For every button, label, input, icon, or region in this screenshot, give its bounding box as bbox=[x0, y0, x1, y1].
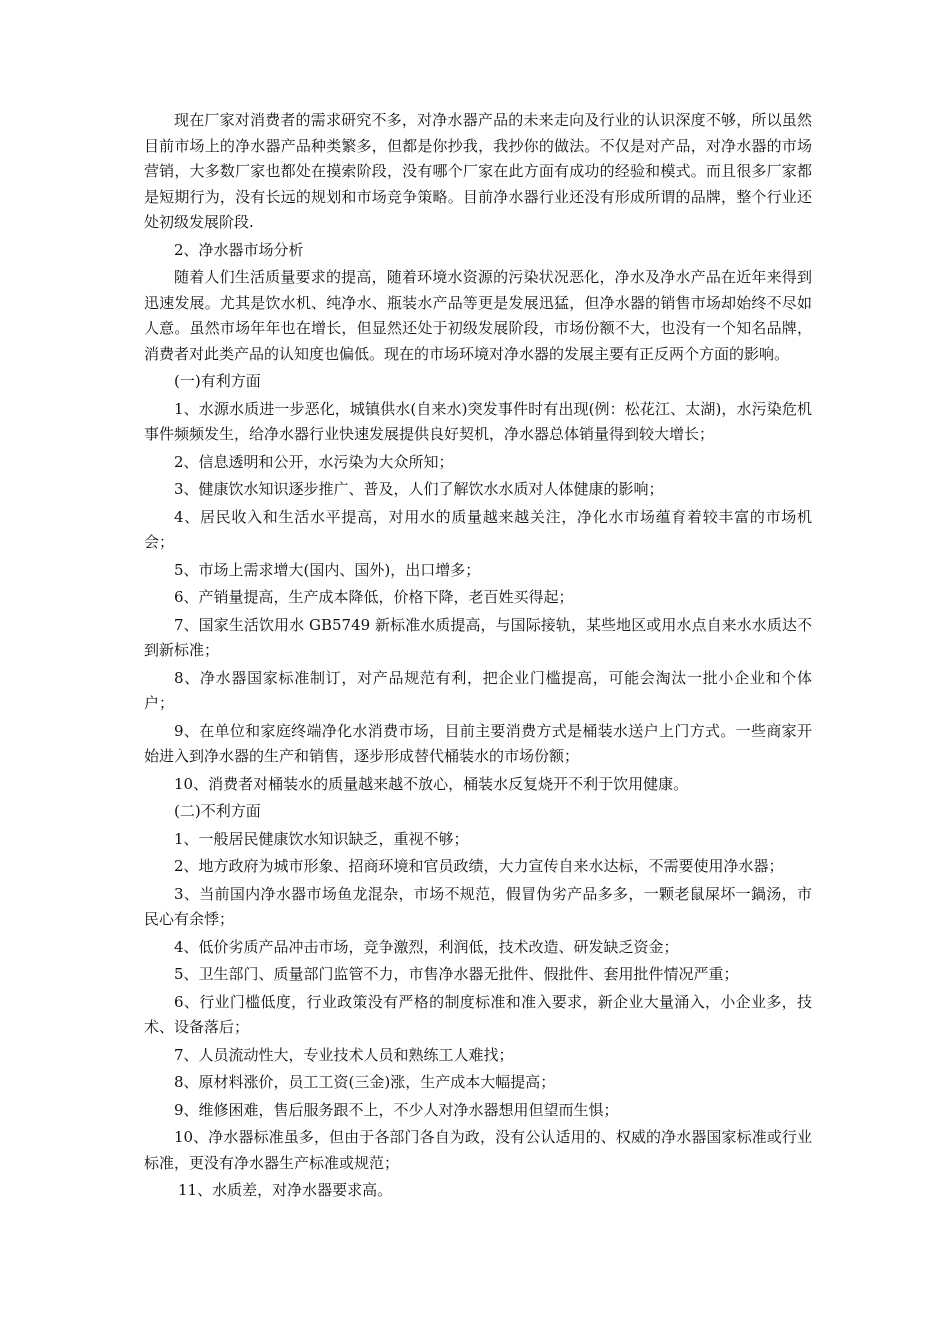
intro-paragraph: 现在厂家对消费者的需求研究不多，对净水器产品的未来走向及行业的认识深度不够，所以虽然目前市场上的净水器产品种类繁多，但都是你抄我，我抄你的做法。不仅是对产品，对净水器的市场营销，大多数厂家也都处在摸索阶段，没有哪个厂家在此方面有成功的经验和模式。而且很多厂家都是短期行为，没有长远的规划和市场竞争策略。目前净水器行业还没有形成所谓的品牌，整个行业还处初级发展阶段. bbox=[144, 111, 812, 231]
favorable-item: 9、在单位和家庭终端净化水消费市场，目前主要消费方式是桶装水送户上门方式。一些商家开始进入到净水器的生产和销售，逐步形成替代桶装水的市场份额； bbox=[144, 721, 812, 765]
favorable-item: 3、健康饮水知识逐步推广、普及，人们了解饮水水质对人体健康的影响； bbox=[174, 480, 664, 498]
favorable-item: 7、国家生活饮用水 GB5749 新标准水质提高，与国际接轨，某些地区或用水点自来水水质达不到新标准； bbox=[144, 615, 812, 659]
favorable-item: 8、净水器国家标准制订，对产品规范有利，把企业门槛提高，可能会淘汰一批小企业和个体户； bbox=[144, 668, 812, 712]
unfavorable-item: 6、行业门槛低度，行业政策没有严格的制度标准和准入要求，新企业大量涌入，小企业多，技术、设备落后； bbox=[144, 992, 812, 1036]
section-heading-market-analysis: 2、净水器市场分析 bbox=[174, 240, 304, 259]
unfavorable-item: 7、人员流动性大，专业技术人员和熟练工人难找； bbox=[174, 1045, 514, 1064]
unfavorable-heading: (二)不利方面 bbox=[174, 802, 261, 820]
favorable-item: 1、水源水质进一步恶化，城镇供水(自来水)突发事件时有出现(例：松花江、太湖)，水污染危机事件频频发生，给净水器行业快速发展提供良好契机，净水器总体销量得到较大增长； bbox=[144, 399, 812, 443]
unfavorable-item: 1、一般居民健康饮水知识缺乏，重视不够； bbox=[174, 829, 469, 848]
unfavorable-item: 4、低价劣质产品冲击市场，竞争激烈，利润低，技术改造、研发缺乏资金； bbox=[174, 937, 679, 956]
favorable-item: 10、消费者对桶装水的质量越来越不放心，桶装水反复烧开不利于饮用健康。 bbox=[174, 774, 689, 793]
unfavorable-item: 3、当前国内净水器市场鱼龙混杂，市场不规范，假冒伪劣产品多多，一颗老鼠屎坏一鍋汤，市民心有余悸； bbox=[144, 884, 812, 928]
favorable-item: 5、市场上需求增大(国内、国外)，出口增多； bbox=[174, 560, 481, 579]
unfavorable-item: 8、原材料涨价，员工工资(三金)涨，生产成本大幅提高； bbox=[174, 1073, 556, 1091]
unfavorable-item: 5、卫生部门、质量部门监管不力，市售净水器无批件、假批件、套用批件情况严重； bbox=[174, 965, 739, 983]
favorable-item: 6、产销量提高，生产成本降低，价格下降，老百姓买得起； bbox=[174, 588, 574, 606]
unfavorable-item: 10、净水器标准虽多，但由于各部门各自为政，没有公认适用的、权威的净水器国家标准或行业标准，更没有净水器生产标准或规范； bbox=[144, 1128, 812, 1172]
unfavorable-item: 2、地方政府为城市形象、招商环境和官员政绩，大力宣传自来水达标，不需要使用净水器； bbox=[174, 857, 784, 875]
unfavorable-item: 11、水质差，对净水器要求高。 bbox=[178, 1181, 393, 1199]
unfavorable-item: 9、维修困难，售后服务跟不上，不少人对净水器想用但望而生惧； bbox=[174, 1100, 619, 1119]
favorable-heading: (一)有利方面 bbox=[174, 372, 261, 390]
favorable-item: 4、居民收入和生活水平提高，对用水的质量越来越关注，净化水市场蕴育着较丰富的市场机会； bbox=[144, 507, 812, 551]
favorable-item: 2、信息透明和公开，水污染为大众所知； bbox=[174, 452, 454, 471]
document-page bbox=[144, 108, 812, 1204]
market-analysis-paragraph: 随着人们生活质量要求的提高，随着环境水资源的污染状况恶化，净水及净水产品在近年来得到迅速发展。尤其是饮水机、纯净水、瓶装水产品等更是发展迅猛，但净水器的销售市场却始终不尽如人意。虽然市场年年也在增长，但显然还处于初级发展阶段，市场份额不大，也没有一个知名品牌，消费者对此类产品的认知度也偏低。现在的市场环境对净水器的发展主要有正反两个方面的影响。 bbox=[144, 268, 812, 363]
